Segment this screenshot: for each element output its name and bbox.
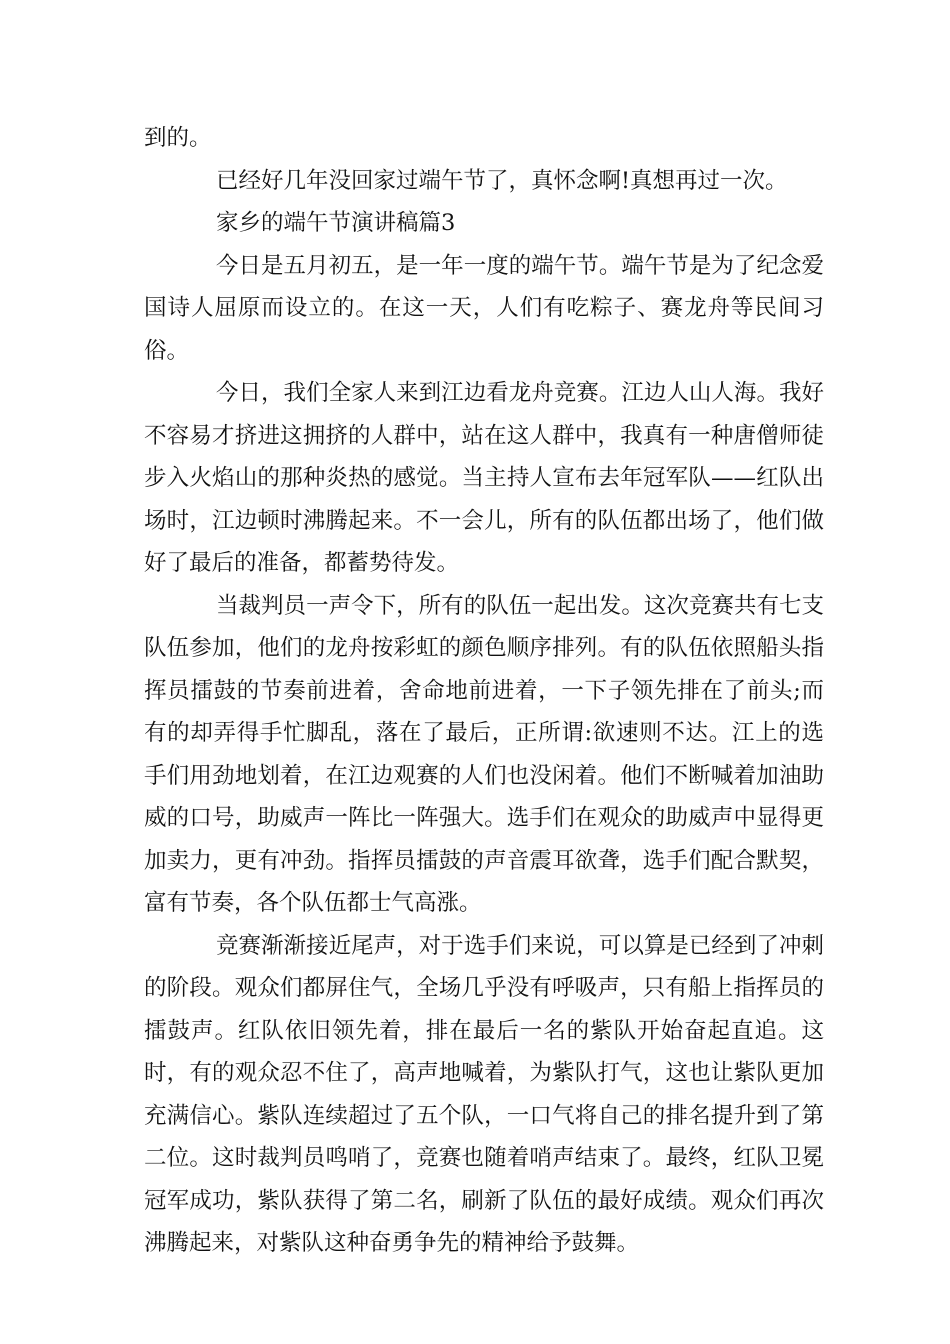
paragraph: 竞赛渐渐接近尾声，对于选手们来说，可以算是已经到了冲刺的阶段。观众们都屏住气，全场几乎没有呼吸声，只有船上指挥员的擂鼓声。红队依旧领先着，排在最后一名的紫队开始奋起直追。这时，有的观众忍不住了，高声地喊着，为紫队打气，这也让紫队更加充满信心。紫队连续超过了五个队，一口气将自己的排名提升到了第二位。这时裁判员鸣哨了，竞赛也随着哨声结束了。最终，红队卫冕冠军成功，紫队获得了第二名，刷新了队伍的最好成绩。观众们再次沸腾起来，对紫队这种奋勇争先的精神给予鼓舞。 — [144, 932, 824, 1256]
paragraph: 今日，我们全家人来到江边看龙舟竞赛。江边人山人海。我好不容易才挤进这拥挤的人群中，站在这人群中，我真有一种唐僧师徒步入火焰山的那种炎热的感觉。当主持人宣布去年冠军队——红队出场时，江边顿时沸腾起来。不一会儿，所有的队伍都出场了，他们做好了最后的准备，都蓄势待发。 — [144, 380, 824, 576]
section-heading: 家乡的端午节演讲稿篇3 — [216, 210, 456, 236]
paragraph: 已经好几年没回家过端午节了，真怀念啊!真想再过一次。 — [216, 167, 788, 194]
paragraph-continuation: 到的。 — [144, 125, 212, 151]
document-body — [144, 117, 824, 1265]
paragraph: 当裁判员一声令下，所有的队伍一起出发。这次竞赛共有七支队伍参加，他们的龙舟按彩虹的颜色顺序排列。有的队伍依照船头指挥员擂鼓的节奏前进着，舍命地前进着，一下子领先排在了前头;而有的却弄得手忙脚乱，落在了最后，正所谓:欲速则不达。江上的选手们用劲地划着，在江边观赛的人们也没闲着。他们不断喊着加油助威的口号，助威声一阵比一阵强大。选手们在观众的助威声中显得更加卖力，更有冲劲。指挥员擂鼓的声音震耳欲聋，选手们配合默契，富有节奏，各个队伍都士气高涨。 — [144, 592, 824, 916]
paragraph: 今日是五月初五，是一年一度的端午节。端午节是为了纪念爱国诗人屈原而设立的。在这一天，人们有吃粽子、赛龙舟等民间习俗。 — [144, 252, 824, 364]
